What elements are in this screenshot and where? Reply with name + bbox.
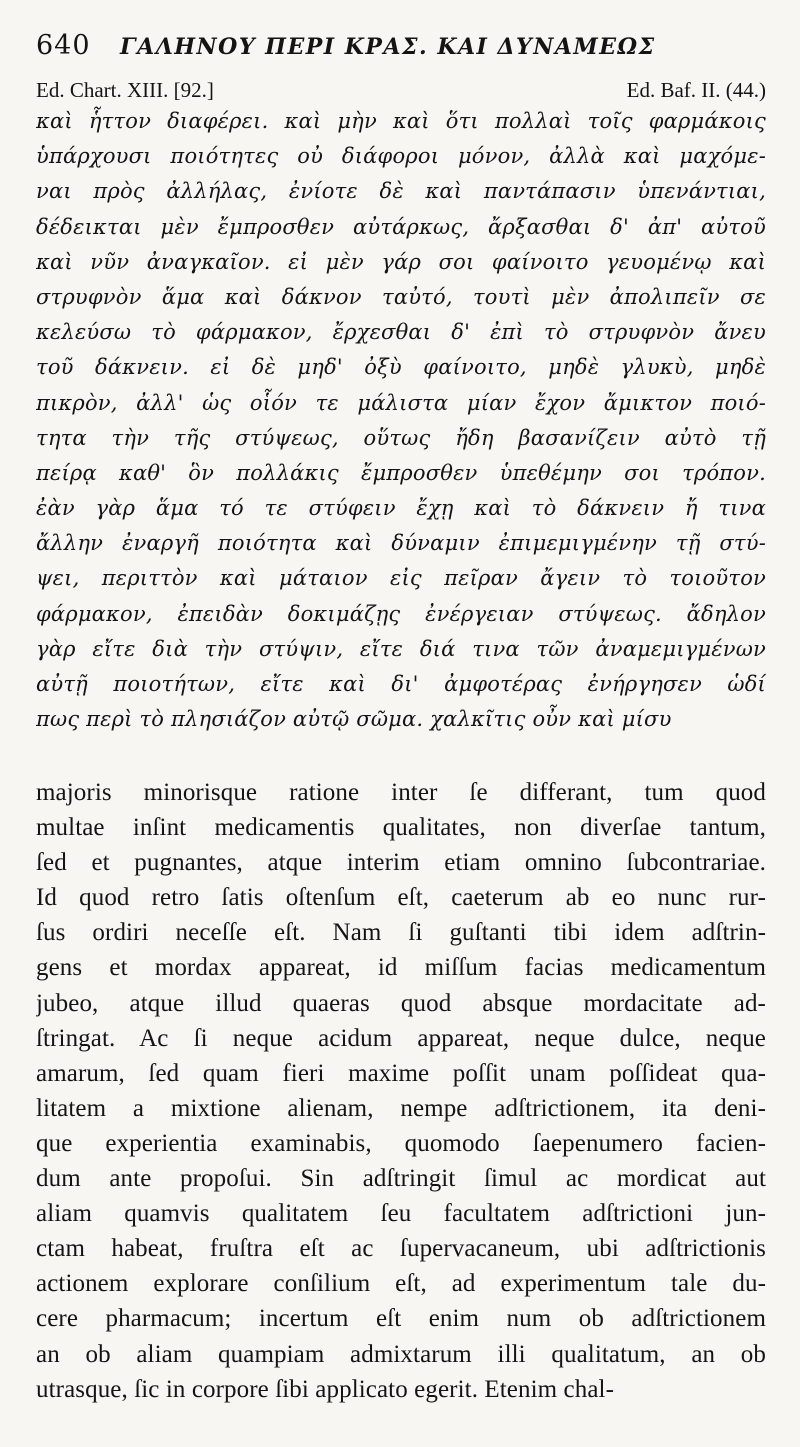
latin-text-line: majoris minorisque ratione inter ſe differant, tum quod xyxy=(36,779,766,806)
page-header xyxy=(36,30,776,70)
latin-text-line: que experientia examinabis, quomodo ſaepenumero facien- xyxy=(36,1129,766,1157)
greek-text-line: τοῦ δάκνειν. εἰ δὲ μηδ' ὀξὺ φαίνοιτο, μηδὲ γλυκὺ, μηδὲ xyxy=(36,355,766,380)
latin-text-line: amarum, ſed quam fieri maxime poſſit unam poſſideat qua- xyxy=(36,1059,766,1087)
latin-text-line: Id quod retro ſatis oſtenſum eſt, caeterum ab eo nunc rur- xyxy=(36,884,766,912)
latin-text-line: jubeo, atque illud quaeras quod absque mordacitate ad- xyxy=(36,989,766,1017)
greek-text-line: ναι πρὸς ἀλλήλας, ἐνίοτε δὲ καὶ παντάπασιν ὑπενάντιαι, xyxy=(36,179,766,204)
latin-text-line: ctam habeat, fruſtra eſt ac ſupervacaneum, ubi adſtrictionis xyxy=(36,1235,766,1263)
greek-text-line: πικρὸν, ἀλλ' ὡς οἷόν τε μάλιστα μίαν ἔχον ἄμικτον ποιό- xyxy=(36,390,766,415)
edition-reference-right: Ed. Baf. II. (44.) xyxy=(626,78,766,102)
latin-text-line: utrasque, ſic in corpore ſibi applicato egerit. Etenim chal- xyxy=(36,1375,615,1403)
latin-text-line: aliam quamvis qualitatem ſeu facultatem adſtrictioni jun- xyxy=(36,1200,766,1228)
latin-text-line: gens et mordax appareat, id miſſum facias medicamentum xyxy=(36,954,766,982)
latin-text-line: ſus ordiri neceſſe eſt. Nam ſi guſtanti tibi idem adſtrin- xyxy=(36,919,766,947)
latin-text-block xyxy=(36,775,766,1407)
latin-text-line: litatem a mixtione alienam, nempe adſtrictionem, ita deni- xyxy=(36,1094,766,1122)
greek-text-line: ψει, περιττὸν καὶ μάταιον εἰς πεῖραν ἄγειν τὸ τοιοῦτον xyxy=(36,566,766,591)
greek-text-line: ὑπάρχουσι ποιότητες οὐ διάφοροι μόνον, ἀλλὰ καὶ μαχόμε- xyxy=(36,144,766,169)
latin-text-line: cere pharmacum; incertum eſt enim num ob adſtrictionem xyxy=(36,1305,766,1333)
latin-text-line: dum ante propoſui. Sin adſtringit ſimul ac mordicat aut xyxy=(36,1165,766,1193)
running-title: ΓΑΛΗΝΟΥ ΠΕΡΙ ΚΡΑΣ. ΚΑΙ ΔΥΝΑΜΕΩΣ xyxy=(120,34,656,60)
edition-reference-line xyxy=(36,78,766,106)
greek-text-line: κελεύσω τὸ φάρμακον, ἔρχεσθαι δ' ἐπὶ τὸ στρυφνὸν ἄνευ xyxy=(36,320,766,345)
latin-text-line: multae inſint medicamentis qualitates, non diverſae tantum, xyxy=(36,814,766,842)
latin-text-line: actionem explorare conſilium eſt, ad experimentum tale du- xyxy=(36,1270,766,1298)
greek-text-line: φάρμακον, ἐπειδὰν δοκιμάζῃς ἐνέργειαν στύψεως. ἄδηλον xyxy=(36,601,766,626)
greek-text-line: δέδεικται μὲν ἔμπροσθεν αὐτάρκως, ἄρξασθαι δ' ἀπ' αὐτοῦ xyxy=(36,214,766,239)
greek-text-line: πείρᾳ καθ' ὃν πολλάκις ἔμπροσθεν ὑπεθέμην σοι τρόπον. xyxy=(36,460,766,485)
greek-text-line: τητα τὴν τῆς στύψεως, οὕτως ἤδη βασανίζειν αὐτὸ τῇ xyxy=(36,425,766,450)
edition-reference-left: Ed. Chart. XIII. [92.] xyxy=(36,78,214,102)
greek-text-line: ἐὰν γὰρ ἅμα τό τε στύφειν ἔχῃ καὶ τὸ δάκνειν ἤ τινα xyxy=(36,496,766,521)
greek-text-line: γὰρ εἴτε διὰ τὴν στύψιν, εἴτε διά τινα τῶν ἀναμεμιγμένων xyxy=(36,636,766,661)
page-number: 640 xyxy=(36,30,91,61)
greek-text-line: αὐτῇ ποιοτήτων, εἴτε καὶ δι' ἀμφοτέρας ἐνήργησεν ὡδί xyxy=(36,672,766,696)
greek-text-line: καὶ ἧττον διαφέρει. καὶ μὴν καὶ ὅτι πολλαὶ τοῖς φαρμάκοις xyxy=(36,109,766,133)
greek-text-block xyxy=(36,104,766,737)
latin-text-line: an ob aliam quampiam admixtarum illi qualitatum, an ob xyxy=(36,1340,766,1368)
greek-text-line: καὶ νῦν ἀναγκαῖον. εἰ μὲν γάρ σοι φαίνοιτο γευομένῳ καὶ xyxy=(36,249,766,274)
latin-text-line: ſtringat. Ac ſi neque acidum appareat, neque dulce, neque xyxy=(36,1024,766,1052)
latin-text-line: ſed et pugnantes, atque interim etiam omnino ſubcontrariae. xyxy=(36,849,766,877)
greek-text-line: πως περὶ τὸ πλησιάζον αὐτῷ σῶμα. χαλκῖτις οὖν καὶ μίσυ xyxy=(36,707,672,732)
greek-text-line: ἄλλην ἐναργῆ ποιότητα καὶ δύναμιν ἐπιμεμιγμένην τῇ στύ- xyxy=(36,531,766,556)
greek-text-line: στρυφνὸν ἅμα καὶ δάκνον ταὐτό, τουτὶ μὲν ἀπολιπεῖν σε xyxy=(36,284,766,309)
